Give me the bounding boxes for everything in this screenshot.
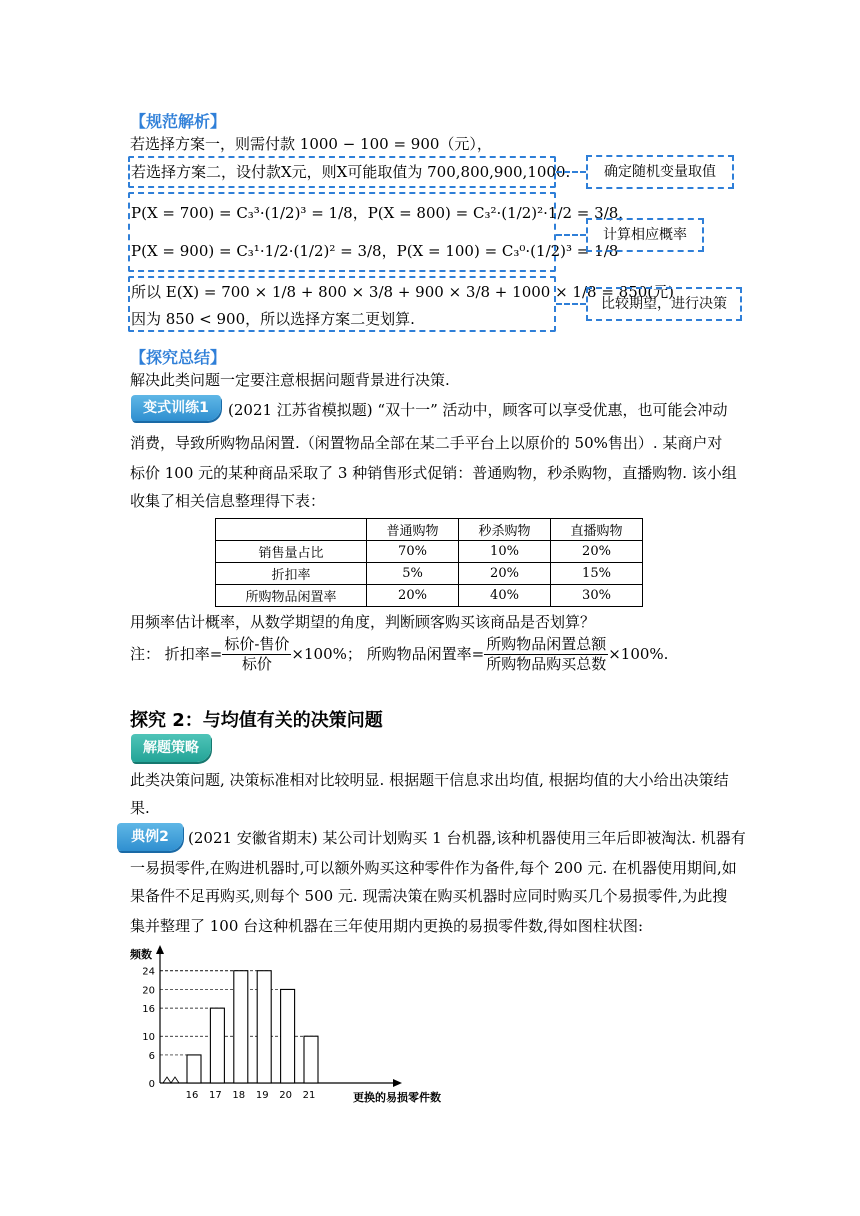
table-row [216, 541, 643, 563]
formula-note [130, 632, 668, 676]
exercise-line-1: (2021 江苏省模拟题) “双十一” 活动中，顾客可以享受优惠，也可能会冲动 [228, 401, 728, 419]
x-axis-label: 更换的易损零件数 [353, 1091, 441, 1104]
section-title-analysis: 【规范解析】 [130, 112, 227, 131]
y-axis-label: 频数 [130, 948, 152, 961]
table-cell: 20% [367, 585, 459, 607]
bar [234, 971, 248, 1083]
example-line-2: 一易损零件,在购进机器时,可以额外购买这种零件作为备件,每个 200 元. 在机器使用期间,如 [130, 859, 737, 877]
summary-text: 解决此类问题一定要注意根据问题背景进行决策. [130, 371, 450, 389]
analysis-line-4: P(X = 900) = C₃¹·1/2·(1/2)² = 3/8，P(X = 100) = C₃⁰·(1/2)³ = 1/8 [131, 242, 619, 260]
y-axis-arrow [156, 945, 164, 954]
y-tick-label: 6 [148, 1050, 155, 1062]
table-cell: 10% [459, 541, 551, 563]
fraction-numerator: 标价-售价 [224, 634, 290, 653]
x-axis-arrow [393, 1079, 402, 1087]
exercise-question: 用频率估计概率，从数学期望的角度，判断顾客购买该商品是否划算？ [130, 613, 596, 631]
table-cell: 70% [367, 541, 459, 563]
note-compute-probability: 计算相应概率 [586, 218, 704, 252]
table-cell: 15% [551, 563, 643, 585]
discount-fraction [222, 635, 291, 674]
note-compare-expectation: 比较期望，进行决策 [586, 287, 742, 321]
bar [281, 989, 295, 1083]
table-header-row [216, 519, 643, 541]
bar [257, 971, 271, 1083]
table-header-cell: 秒杀购物 [459, 519, 551, 541]
x-tick-label: 16 [185, 1090, 199, 1101]
y-tick-label: 16 [142, 1004, 155, 1016]
note-label: 注： 折扣率= [130, 645, 223, 663]
x-tick-label: 20 [279, 1090, 292, 1101]
example-badge: 典例2 [117, 823, 183, 851]
example-line-4: 集并整理了 100 台这种机器在三年使用期内更换的易损零件数,得如图柱状图: [130, 917, 643, 935]
table-cell: 40% [459, 585, 551, 607]
exercise-line-3: 标价 100 元的某种商品采取了 3 种销售形式促销：普通购物，秒杀购物，直播购物. 该小组 [130, 464, 737, 482]
table-cell: 销售量占比 [216, 541, 367, 563]
axis-break-mark [163, 1077, 179, 1083]
x-tick-label: 19 [255, 1090, 269, 1101]
connector-1 [556, 171, 586, 173]
table-header-cell [216, 519, 367, 541]
section-title-summary: 【探究总结】 [130, 348, 227, 367]
idle-rate-fraction [484, 635, 608, 674]
y-tick-label: 0 [148, 1079, 155, 1090]
table-cell: 20% [459, 563, 551, 585]
table-cell: 20% [551, 541, 643, 563]
x-tick-label: 21 [302, 1090, 316, 1101]
sales-table [215, 518, 643, 607]
analysis-line-2: 若选择方案二，设付款X元，则X可能取值为 700,800,900,1000. [131, 163, 571, 181]
explore-2-title: 探究 2：与均值有关的决策问题 [130, 710, 383, 731]
note-end: ×100%. [608, 645, 669, 663]
table-cell: 折扣率 [216, 563, 367, 585]
table-cell: 30% [551, 585, 643, 607]
analysis-line-1: 若选择方案一，则需付款 1000 − 100 = 900（元）， [130, 135, 492, 153]
example-line-3: 果备件不足再购买,则每个 500 元. 现需决策在购买机器时应同时购买几个易损零件,为此搜 [130, 887, 728, 905]
example-line-1: (2021 安徽省期末) 某公司计划购买 1 台机器,该种机器使用三年后即被淘汰. 机器有 [188, 829, 746, 847]
fraction-numerator: 所购物品闲置总额 [486, 634, 607, 653]
analysis-line-3: P(X = 700) = C₃³·(1/2)³ = 1/8，P(X = 800) = C₃²·(1/2)²·1/2 = 3/8， [131, 204, 634, 222]
bar-chart [125, 942, 465, 1112]
strategy-line-2: 果. [130, 799, 150, 817]
note-middle: ×100%； 所购物品闲置率= [291, 645, 485, 663]
table-row [216, 563, 643, 585]
x-tick-label: 18 [232, 1090, 246, 1101]
fraction-denominator: 所购物品购买总数 [486, 654, 607, 673]
y-tick-label: 24 [142, 966, 155, 978]
table-cell: 所购物品闲置率 [216, 585, 367, 607]
exercise-badge: 变式训练1 [131, 395, 221, 421]
strategy-line-1: 此类决策问题, 决策标准相对比较明显. 根据题干信息求出均值, 根据均值的大小给出决策结 [130, 771, 729, 789]
x-tick-label: 17 [209, 1090, 222, 1101]
exercise-line-2: 消费，导致所购物品闲置.（闲置物品全部在某二手平台上以原价的 50%售出）. 某商户对 [130, 434, 723, 452]
analysis-line-6: 因为 850 < 900，所以选择方案二更划算. [131, 310, 415, 328]
bar [187, 1055, 201, 1083]
strategy-badge: 解题策略 [131, 734, 211, 762]
exercise-line-4: 收集了相关信息整理得下表： [130, 492, 326, 510]
table-row [216, 585, 643, 607]
y-tick-label: 20 [142, 985, 155, 997]
bar [210, 1008, 224, 1083]
fraction-denominator: 标价 [241, 654, 272, 673]
connector-2 [556, 234, 586, 236]
bar [304, 1036, 318, 1083]
table-header-cell: 直播购物 [551, 519, 643, 541]
y-tick-label: 10 [142, 1032, 155, 1044]
table-header-cell: 普通购物 [367, 519, 459, 541]
table-cell: 5% [367, 563, 459, 585]
analysis-line-5: 所以 E(X) = 700 × 1/8 + 800 × 3/8 + 900 × 3/8 + 1000 × 1/8 = 850(元) [131, 283, 675, 301]
note-determine-values: 确定随机变量取值 [586, 155, 734, 189]
connector-3 [556, 303, 586, 305]
